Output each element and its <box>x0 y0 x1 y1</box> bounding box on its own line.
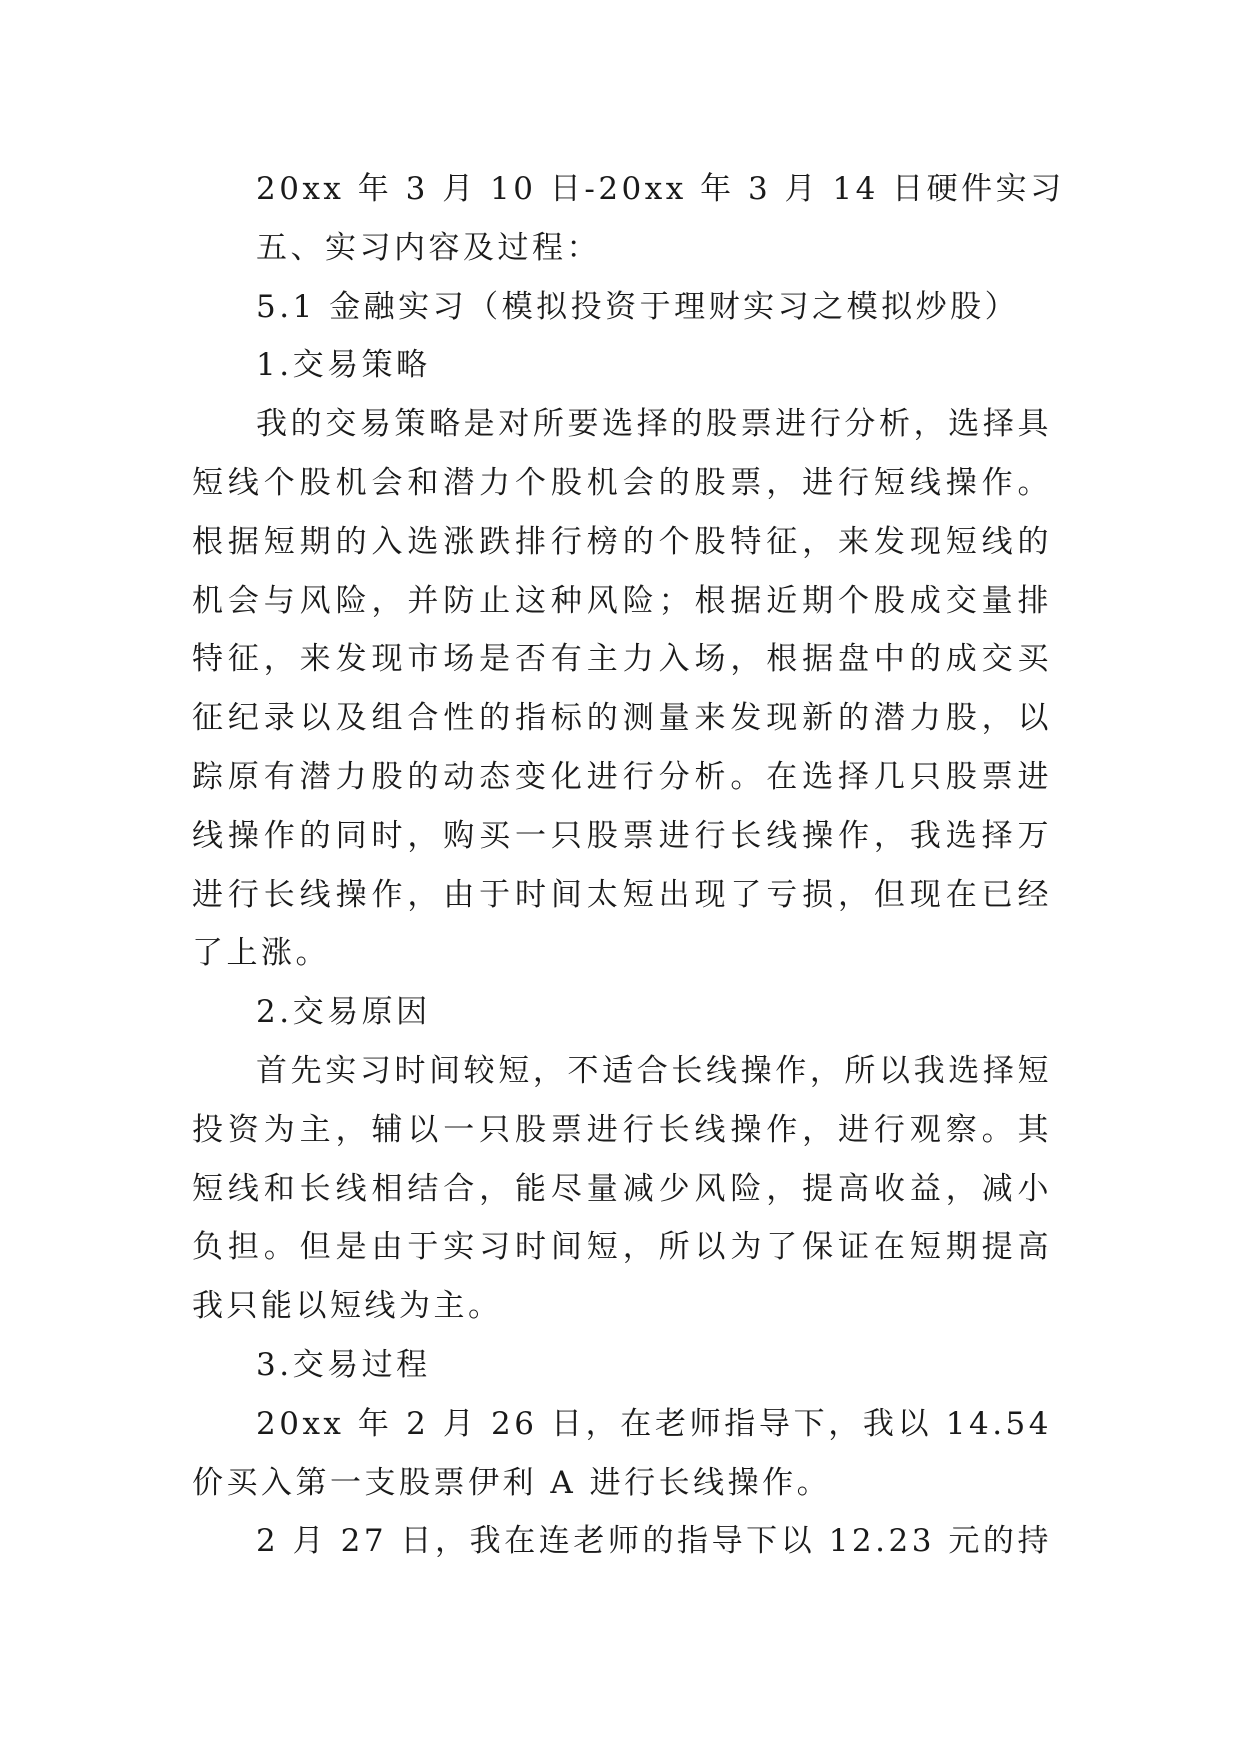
paragraph-line: 征纪录以及组合性的指标的测量来发现新的潜力股，以 <box>192 700 1052 737</box>
paragraph-line: 踪原有潜力股的动态变化进行分析。在选择几只股票进 <box>192 758 1052 795</box>
paragraph-line: 特征，来发现市场是否有主力入场，根据盘中的成交买 <box>192 641 1052 678</box>
paragraph-line: 进行长线操作，由于时间太短出现了亏损，但现在已经 <box>192 876 1052 913</box>
paragraph-line: 线操作的同时，购买一只股票进行长线操作，我选择万 <box>192 817 1052 854</box>
item-heading-reason: 2.交易原因 <box>256 994 431 1031</box>
paragraph-line: 短线和长线相结合，能尽量减少风险，提高收益，减小 <box>192 1170 1052 1207</box>
item-heading-strategy: 1.交易策略 <box>256 347 431 384</box>
paragraph-line: 我只能以短线为主。 <box>192 1288 503 1325</box>
paragraph-line: 价买入第一支股票伊利 A 进行长线操作。 <box>192 1464 832 1501</box>
paragraph-line: 短线个股机会和潜力个股机会的股票，进行短线操作。 <box>192 464 1052 501</box>
paragraph-line: 2 月 27 日，我在连老师的指导下以 12.23 元的持 <box>256 1523 1052 1560</box>
subsection-heading: 5.1 金融实习（模拟投资于理财实习之模拟炒股） <box>256 288 1020 325</box>
section-heading: 五、实习内容及过程： <box>256 229 601 266</box>
paragraph-line: 机会与风险，并防止这种风险；根据近期个股成交量排 <box>192 582 1052 619</box>
paragraph-line: 投资为主，辅以一只股票进行长线操作，进行观察。其 <box>192 1111 1052 1148</box>
document-body <box>192 160 1065 1571</box>
item-heading-process: 3.交易过程 <box>256 1346 431 1383</box>
paragraph-line: 了上涨。 <box>192 935 330 972</box>
paragraph-line: 负担。但是由于实习时间短，所以为了保证在短期提高 <box>192 1229 1052 1266</box>
paragraph-line: 根据短期的入选涨跌排行榜的个股特征，来发现短线的 <box>192 523 1052 560</box>
date-range-line: 20xx 年 3 月 10 日-20xx 年 3 月 14 日硬件实习 <box>256 171 1065 207</box>
paragraph-line: 我的交易策略是对所要选择的股票进行分析，选择具 <box>256 406 1052 443</box>
paragraph-line: 首先实习时间较短，不适合长线操作，所以我选择短 <box>256 1052 1052 1089</box>
paragraph-line: 20xx 年 2 月 26 日，在老师指导下，我以 14.54 <box>256 1405 1052 1442</box>
